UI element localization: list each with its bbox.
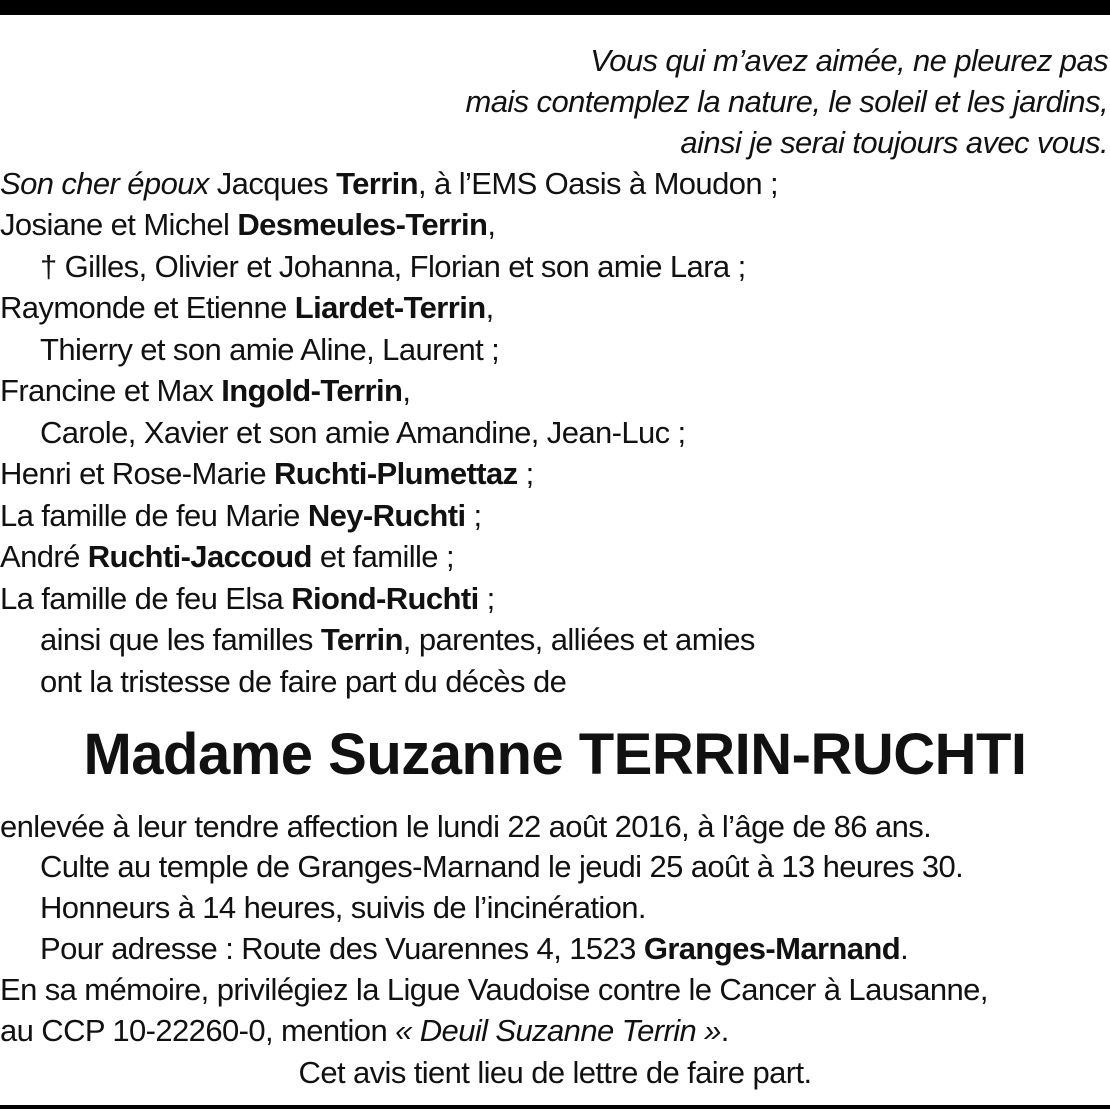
memory-post: . (720, 1013, 729, 1048)
family-line-pre: Raymonde et Etienne (0, 290, 295, 325)
memory-quote: « Deuil Suzanne Terrin » (395, 1013, 721, 1048)
family-surname: Ney-Ruchti (307, 498, 466, 533)
family-surname: Terrin (336, 166, 419, 201)
poem-line-3: ainsi je serai toujours avec vous. (680, 125, 1108, 160)
family-surname: Ingold-Terrin (221, 373, 403, 408)
family-line-pre: La famille de feu Marie (0, 498, 308, 533)
address-town: Granges-Marnand (643, 931, 901, 966)
memory-pre: au CCP 10-22260-0, mention (0, 1013, 396, 1048)
family-line-post: ; (478, 581, 495, 616)
family-line-indented: Carole, Xavier et son amie Amandine, Jean-Luc ; (40, 415, 686, 450)
ceremony-line: Culte au temple de Granges-Marnand le jeudi 25 août à 13 heures 30. (40, 849, 964, 884)
family-line-pre: Josiane et Michel (0, 207, 238, 242)
poem-line-2: mais contemplez la nature, le soleil et les jardins, (465, 84, 1108, 119)
family-line-post: , à l’EMS Oasis à Moudon ; (418, 166, 779, 201)
bottom-rule (0, 1105, 1110, 1109)
family-line-pre: Henri et Rose-Marie (0, 456, 274, 491)
family-line (0, 453, 1110, 495)
address-pre: Pour adresse : Route des Vuarennes 4, 1523 (40, 931, 644, 966)
deceased-name: Madame Suzanne TERRIN-RUCHTI (83, 722, 1027, 787)
family-line-indented (40, 619, 1110, 661)
family-line-italic: Son cher époux (0, 166, 209, 201)
family-line-post: , (485, 290, 494, 325)
family-surname: Desmeules-Terrin (237, 207, 488, 242)
family-line-post: ; (517, 456, 534, 491)
announcement-line: ont la tristesse de faire part du décès de (40, 664, 567, 699)
address-line (40, 928, 1110, 970)
family-line-pre: Jacques (208, 166, 337, 201)
poem-line-1: Vous qui m’avez aimée, ne pleurez pas (590, 43, 1108, 78)
family-line-post: , (402, 373, 411, 408)
family-line-pre: Francine et Max (0, 373, 222, 408)
memory-line-2 (0, 1010, 1110, 1052)
family-line-indented: † Gilles, Olivier et Johanna, Florian et son amie Lara ; (40, 249, 746, 284)
family-surname: Ruchti-Jaccoud (87, 539, 312, 574)
family-line (0, 287, 1110, 329)
family-line-post: et famille ; (311, 539, 454, 574)
address-post: . (900, 931, 909, 966)
family-line (0, 536, 1110, 578)
memory-line-1: En sa mémoire, privilégiez la Ligue Vaudoise contre le Cancer à Lausanne, (0, 972, 988, 1007)
family-line (0, 495, 1110, 537)
death-line: enlevée à leur tendre affection le lundi 22 août 2016, à l’âge de 86 ans. (0, 809, 932, 844)
family-line-post: ; (465, 498, 482, 533)
family-line-pre: André (0, 539, 88, 574)
family-line-indented: Thierry et son amie Aline, Laurent ; (40, 332, 500, 367)
closing-line: Cet avis tient lieu de lettre de faire part. (298, 1055, 812, 1090)
family-surname: Riond-Ruchti (291, 581, 479, 616)
family-line-post: , (487, 207, 496, 242)
family-line (0, 204, 1110, 246)
family-surname: Ruchti-Plumettaz (273, 456, 518, 491)
family-line (0, 163, 1110, 205)
family-line (0, 578, 1110, 620)
top-rule (0, 0, 1110, 15)
family-line-pre: La famille de feu Elsa (0, 581, 292, 616)
honors-line: Honneurs à 14 heures, suivis de l’incinération. (40, 890, 646, 925)
family-line-post: , parentes, alliées et amies (402, 622, 755, 657)
family-surname: Liardet-Terrin (294, 290, 486, 325)
family-line-pre: ainsi que les familles (40, 622, 321, 657)
family-surname: Terrin (320, 622, 403, 657)
family-line (0, 370, 1110, 412)
